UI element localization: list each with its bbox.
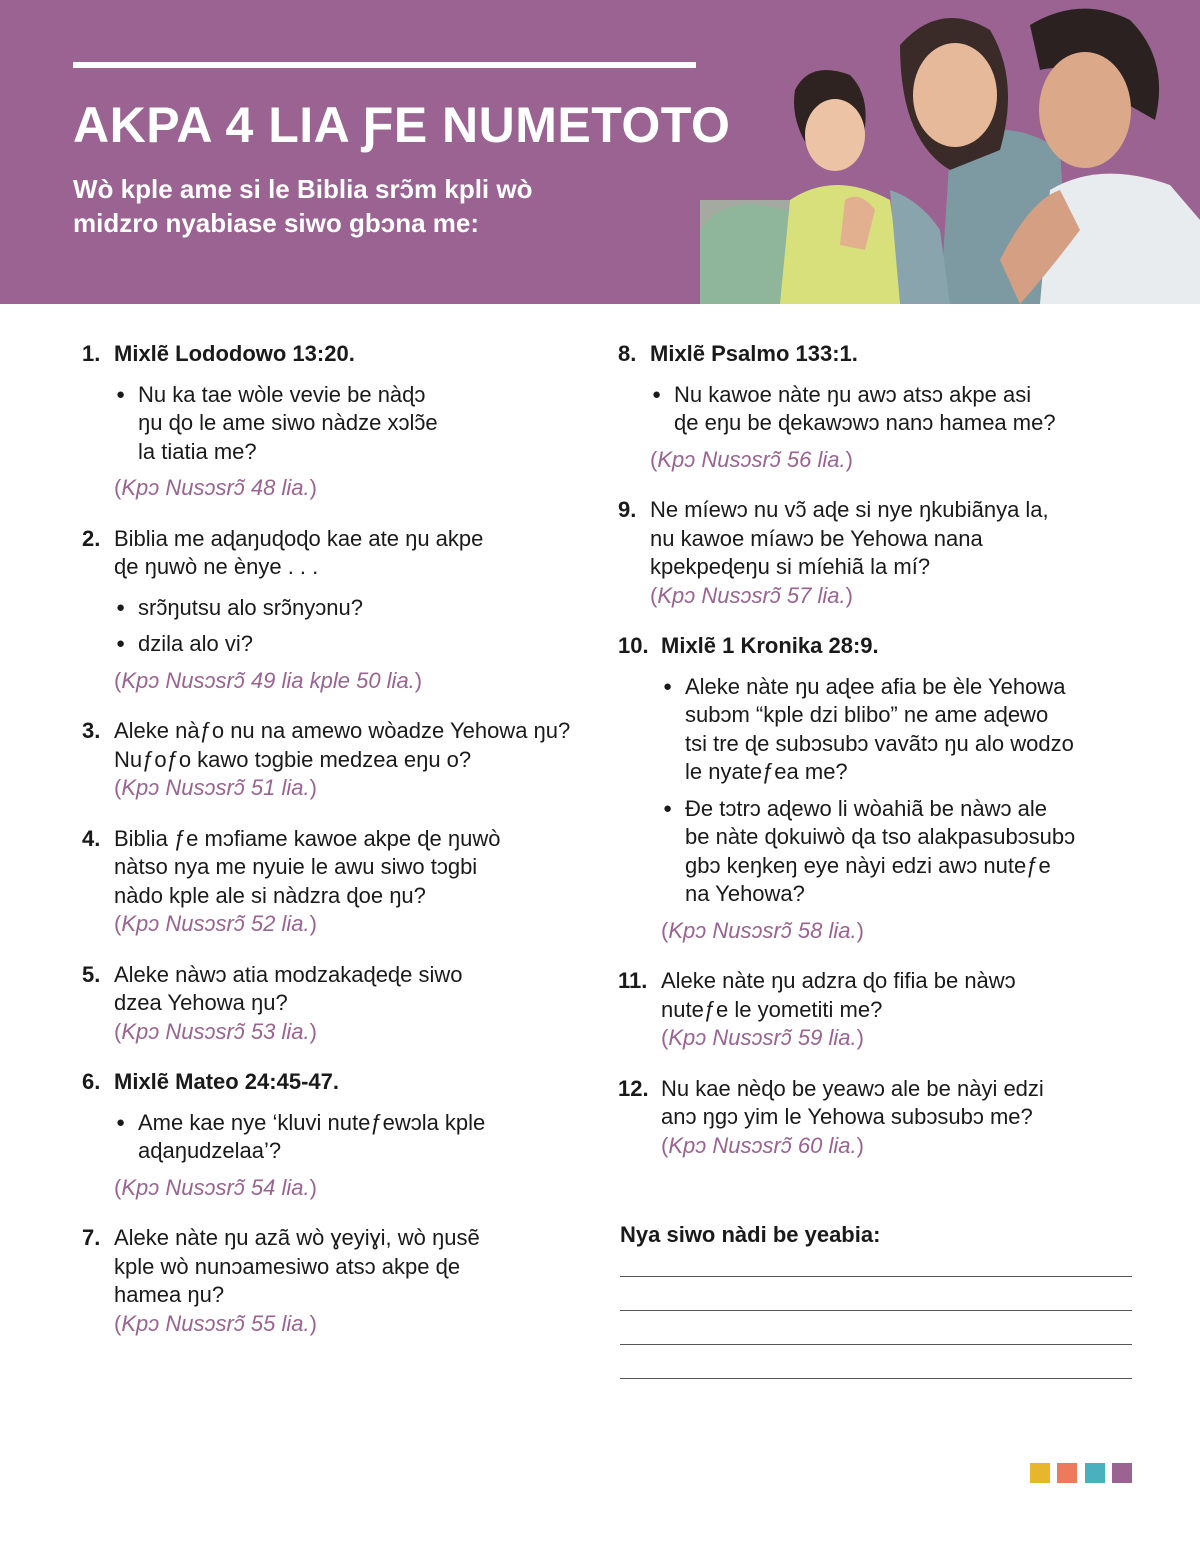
reference-text: Kpɔ Nusɔsrɔ̃ 59 lia.	[668, 1025, 857, 1050]
question-number: 5.	[82, 961, 101, 987]
reference-link[interactable]: (Kpɔ Nusɔsrɔ̃ 52 lia.)	[114, 911, 317, 936]
reference-link[interactable]: (Kpɔ Nusɔsrɔ̃ 56 lia.)	[650, 446, 853, 472]
reference-text: Kpɔ Nusɔsrɔ̃ 53 lia.	[121, 1018, 310, 1044]
reference-link[interactable]: (Kpɔ Nusɔsrɔ̃ 57 lia.)	[650, 582, 853, 608]
question-3	[82, 717, 582, 803]
question-text: Biblia ƒe mɔfiame kawoe akpe ɖe ŋuwò nàtso nya me nyuie le awu siwo tɔgbi nàdo kple ale si nàdzra ɖoe ŋu?	[114, 825, 501, 908]
sub-question-list	[114, 594, 582, 659]
reference-text: Kpɔ Nusɔsrɔ̃ 58 lia.	[668, 917, 857, 943]
header-banner	[0, 0, 1200, 304]
page-title: AKPA 4 LIA ƑE NUMETOTO	[73, 97, 731, 153]
sub-question: ● Aleke nàte ŋu aɖee afia be èle Yehowa subɔm “kple dzi blibo” ne ame aɖewo tsi tre ɖe subɔsubɔ vavãtɔ ŋu alo wodzo le nyateƒea me?	[663, 673, 1138, 787]
question-number: 7.	[82, 1225, 101, 1250]
question-12	[618, 1075, 1138, 1161]
question-10	[618, 632, 1138, 945]
reference-link[interactable]: (Kpɔ Nusɔsrɔ̃ 53 lia.)	[114, 1018, 317, 1044]
question-4	[82, 825, 582, 939]
question-number: 12.	[618, 1075, 649, 1101]
reference-text: Kpɔ Nusɔsrɔ̃ 56 lia.	[657, 446, 846, 472]
reference-text: Kpɔ Nusɔsrɔ̃ 55 lia.	[121, 1310, 310, 1336]
family-praying-illustration	[700, 0, 1200, 304]
question-text: Nu kae nèɖo be yeawɔ ale be nàyi edzi anɔ ŋgɔ yim le Yehowa subɔsubɔ me?	[661, 1075, 1044, 1129]
reference-text: Kpɔ Nusɔsrɔ̃ 60 lia.	[668, 1132, 857, 1158]
reference-text: Kpɔ Nusɔsrɔ̃ 48 lia.	[121, 475, 310, 500]
question-5	[82, 961, 582, 1047]
question-text: Biblia me aɖaŋuɖoɖo kae ate ŋu akpe ɖe ŋuwò ne ènye . . .	[114, 525, 484, 579]
question-number: 6.	[82, 1069, 101, 1094]
question-9	[618, 496, 1138, 610]
page-subtitle: Wò kple ame si le Biblia srɔ̃m kpli wò midzro nyabiase siwo gbɔna me:	[73, 174, 533, 238]
sub-question-list	[114, 381, 582, 467]
question-text: Mixlẽ Psalmo 133:1.	[650, 341, 858, 366]
question-text: Ne míewɔ nu vɔ̃ aɖe si nye ŋkubiãnya la, nu kawoe míawɔ be Yehowa nana kpekpeɖeŋu si míehiã la mí?	[650, 497, 1049, 579]
question-6	[82, 1068, 582, 1202]
question-1	[82, 340, 582, 503]
question-number: 2.	[82, 525, 101, 551]
sub-question: ● Ðe tɔtrɔ aɖewo li wòahiã be nàwɔ ale be nàte ɖokuiwò ɖa tso alakpasubɔsubɔ gbɔ keŋkeŋ eye nàyi edzi awɔ nuteƒe na Yehowa?	[663, 795, 1138, 909]
notes-label: Nya siwo nàdi be yeabia:	[620, 1222, 881, 1247]
question-text: Mixlẽ Mateo 24:45-47.	[114, 1069, 339, 1094]
question-text: Mixlẽ 1 Kronika 28:9.	[661, 633, 879, 658]
sub-question: ● Nu kawoe nàte ŋu awɔ atsɔ akpe asi ɖe eŋu be ɖekawɔwɔ nanɔ hamea me?	[652, 381, 1138, 438]
sub-question: ● dzila alo vi?	[116, 630, 582, 659]
question-number: 4.	[82, 825, 101, 851]
reference-link[interactable]: (Kpɔ Nusɔsrɔ̃ 60 lia.)	[661, 1132, 864, 1158]
note-line[interactable]	[620, 1276, 1132, 1277]
reference-text: Kpɔ Nusɔsrɔ̃ 57 lia.	[657, 582, 846, 608]
sub-question: ● Ame kae nye ‘kluvi nuteƒewɔla kple aɖaŋudzelaa’?	[116, 1109, 582, 1166]
question-text: Mixlẽ Lododowo 13:20.	[114, 341, 355, 366]
question-7	[82, 1224, 582, 1338]
reference-link[interactable]: (Kpɔ Nusɔsrɔ̃ 55 lia.)	[114, 1310, 317, 1336]
reference-link[interactable]: (Kpɔ Nusɔsrɔ̃ 54 lia.)	[114, 1174, 317, 1200]
swatch-teal	[1085, 1463, 1105, 1483]
swatch-purple	[1112, 1463, 1132, 1483]
reference-text: Kpɔ Nusɔsrɔ̃ 49 lia kple 50 lia.	[121, 667, 415, 693]
question-text: Aleke nàƒo nu na amewo wòadze Yehowa ŋu? Nuƒoƒo kawo tɔgbie medzea eŋu o?	[114, 718, 571, 772]
reference-link[interactable]: (Kpɔ Nusɔsrɔ̃ 49 lia kple 50 lia.)	[114, 667, 423, 693]
swatch-coral	[1057, 1463, 1077, 1483]
questions-right-column	[618, 340, 1138, 1182]
sub-question-list	[661, 673, 1138, 909]
question-text: Aleke nàte ŋu adzra ɖo fifia be nàwɔ nuteƒe le yometiti me?	[661, 968, 1016, 1022]
reference-text: Kpɔ Nusɔsrɔ̃ 51 lia.	[121, 775, 310, 800]
question-number: 1.	[82, 341, 101, 366]
question-11	[618, 967, 1138, 1053]
questions-left-column	[82, 340, 582, 1360]
swatch-yellow	[1030, 1463, 1050, 1483]
question-number: 11.	[618, 968, 648, 993]
question-number: 10.	[618, 633, 649, 658]
question-text: Aleke nàte ŋu azã wò ɣeyiɣi, wò ŋusẽ kple wò nunɔamesiwo atsɔ akpe ɖe hamea ŋu?	[114, 1225, 480, 1307]
header-rule	[73, 62, 696, 68]
reference-link[interactable]: (Kpɔ Nusɔsrɔ̃ 59 lia.)	[661, 1025, 864, 1050]
question-text: Aleke nàwɔ atia modzakaɖeɖe siwo dzea Yehowa ŋu?	[114, 961, 463, 1015]
question-8	[618, 340, 1138, 474]
question-2	[82, 525, 582, 696]
sub-question-list	[650, 381, 1138, 438]
question-number: 9.	[618, 497, 637, 522]
reference-text: Kpɔ Nusɔsrɔ̃ 52 lia.	[121, 911, 310, 936]
note-line[interactable]	[620, 1310, 1132, 1311]
reference-text: Kpɔ Nusɔsrɔ̃ 54 lia.	[121, 1174, 310, 1200]
sub-question-list	[114, 1109, 582, 1166]
question-number: 8.	[618, 341, 637, 366]
question-number: 3.	[82, 718, 101, 743]
reference-link[interactable]: (Kpɔ Nusɔsrɔ̃ 51 lia.)	[114, 775, 317, 800]
sub-question: ● srɔ̃ŋutsu alo srɔ̃nyɔnu?	[116, 594, 582, 623]
reference-link[interactable]: (Kpɔ Nusɔsrɔ̃ 58 lia.)	[661, 917, 864, 943]
sub-question: ● Nu ka tae wòle vevie be nàɖɔ ŋu ɖo le ame siwo nàdze xɔlɔ̃e la tiatia me?	[116, 381, 582, 467]
note-line[interactable]	[620, 1378, 1132, 1379]
reference-link[interactable]: (Kpɔ Nusɔsrɔ̃ 48 lia.)	[114, 475, 317, 500]
note-line[interactable]	[620, 1344, 1132, 1345]
